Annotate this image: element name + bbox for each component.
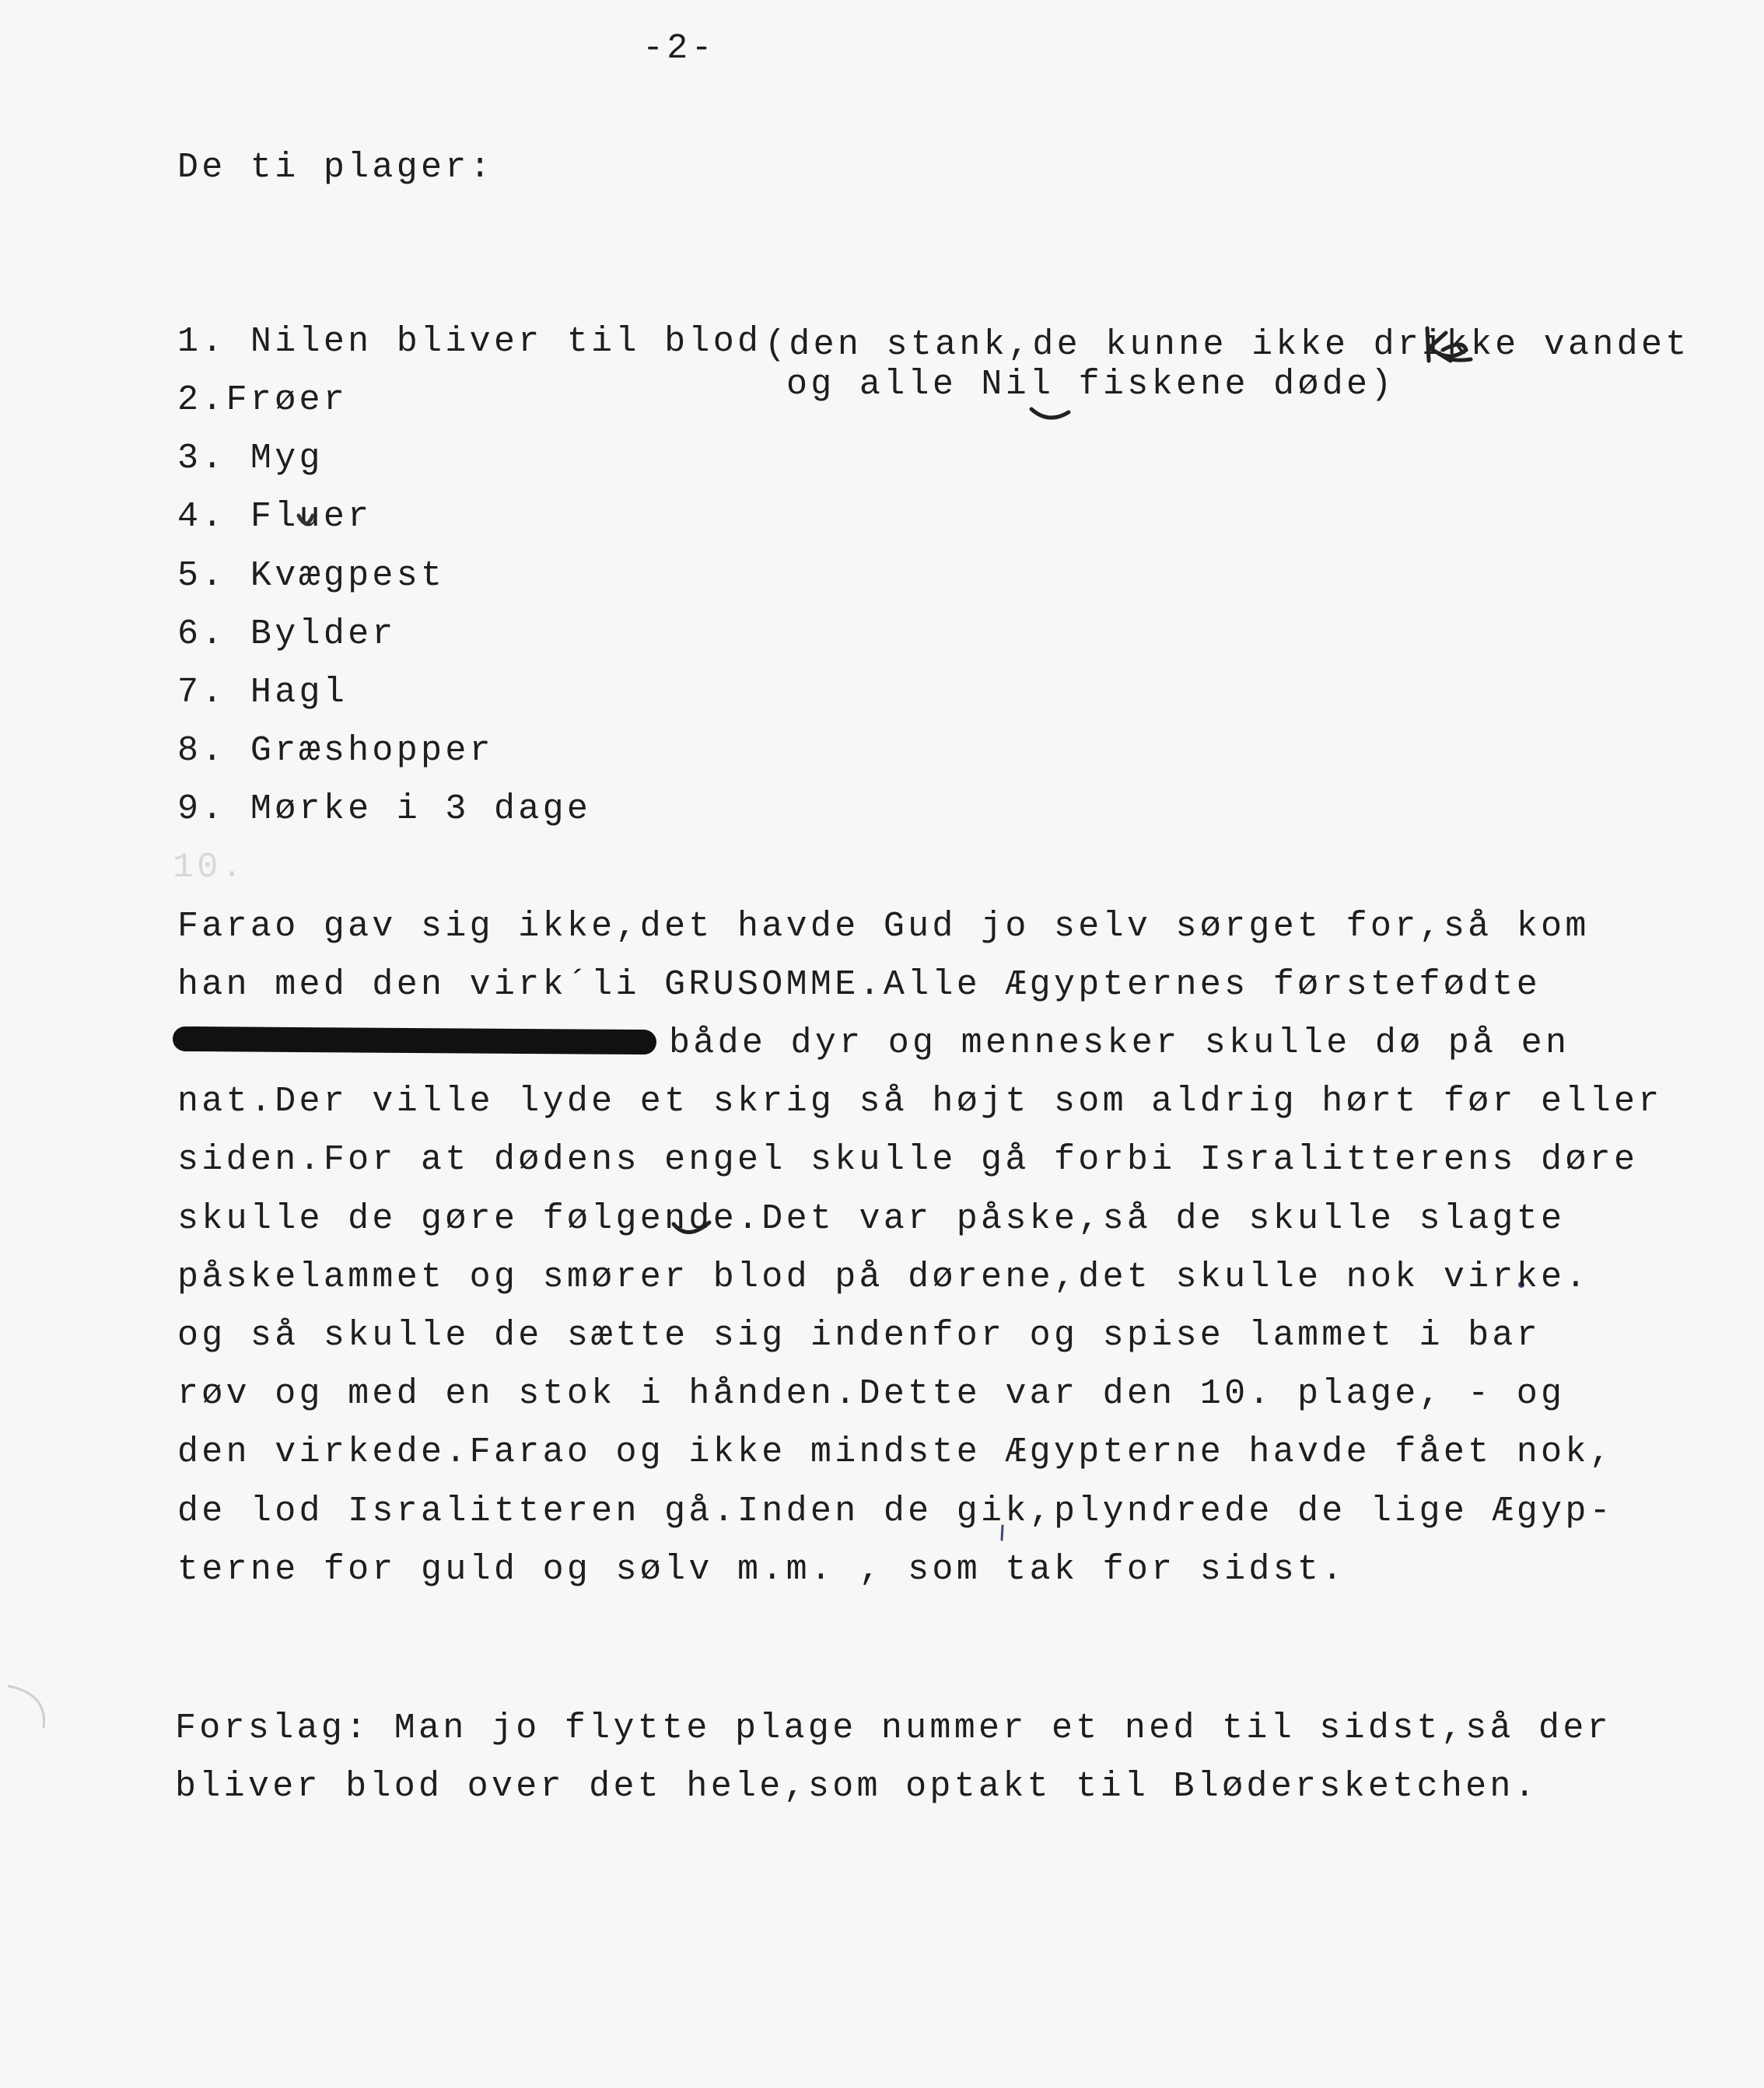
plague-item: 7. Hagl: [177, 673, 348, 712]
proposal-line: bliver blod over det hele,som optakt til Blødersketchen.: [175, 1767, 1539, 1806]
handwritten-dot-mark: [294, 508, 317, 534]
plague-note-line-1: (den stank,de kunne ikke drikke vandet: [765, 325, 1690, 365]
body-line: både dyr og mennesker skulle dø på en: [669, 1023, 1570, 1063]
list-heading: De ti plager:: [177, 148, 494, 187]
punch-hole-mark: [0, 1680, 54, 1742]
plague-item: 3. Myg: [177, 439, 324, 478]
plague-item: 9. Mørke i 3 dage: [177, 789, 592, 829]
body-line: skulle de gøre følgende.Det var påske,så de skulle slagte: [177, 1199, 1566, 1239]
redaction-strike: [173, 1027, 656, 1054]
page-number: -2-: [642, 29, 716, 68]
handwritten-insert-mark: [1027, 404, 1073, 428]
plague-item: 6. Bylder: [177, 614, 397, 654]
plague-item: 2.Frøer: [177, 380, 348, 420]
handwritten-correction-mark: [1419, 325, 1474, 365]
body-line: den virkede.Farao og ikke mindste Ægypterne havde fået nok,: [177, 1432, 1614, 1472]
body-line: og så skulle de sætte sig indenfor og spise lammet i bar: [177, 1316, 1542, 1355]
plague-note-line-2: og alle Nil fiskene døde): [786, 365, 1395, 404]
body-line: siden.For at dødens engel skulle gå forbi Isralitterens døre: [177, 1140, 1639, 1180]
body-line: de lod Isralitteren gå.Inden de gik,plyndrede de lige Ægyp-: [177, 1492, 1614, 1531]
body-line: røv og med en stok i hånden.Dette var den 10. plage, - og: [177, 1374, 1566, 1414]
plague-item: 8. Græshopper: [177, 731, 494, 771]
plague-item-faint: 10.: [173, 848, 246, 887]
plague-item: 4. Fluer: [177, 497, 373, 537]
body-line: han med den virk´li GRUSOMME.Alle Ægypternes førstefødte: [177, 965, 1542, 1005]
body-line: Farao gav sig ikke,det havde Gud jo selv sørget for,så kom: [177, 907, 1590, 946]
body-line: nat.Der ville lyde et skrig så højt som aldrig hørt før eller: [177, 1082, 1663, 1121]
plague-item: 5. Kvægpest: [177, 556, 446, 596]
plague-item: 1. Nilen bliver til blod: [177, 322, 762, 362]
body-line: påskelammet og smører blod på dørene,det skulle nok virke.: [177, 1257, 1590, 1297]
proposal-line: Forslag: Man jo flytte plage nummer et ned til sidst,så der: [175, 1709, 1612, 1748]
body-line: terne for guld og sølv m.m. , som tak for sidst.: [177, 1550, 1346, 1590]
